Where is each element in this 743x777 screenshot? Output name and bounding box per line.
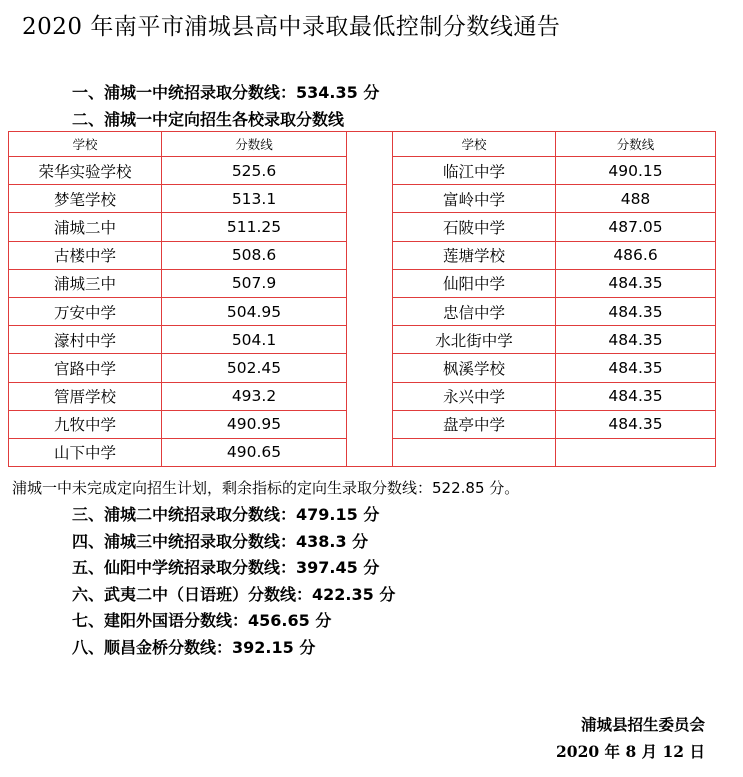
header-school-right: 学校	[393, 132, 556, 157]
table-gap	[347, 269, 393, 297]
school-cell: 盘亭中学	[393, 410, 556, 438]
table-gap	[347, 213, 393, 241]
school-cell: 浦城二中	[9, 213, 162, 241]
item-line: 七、建阳外国语分数线：456.65 分	[72, 611, 332, 630]
score-cell: 507.9	[162, 269, 347, 297]
score-cell: 488	[556, 185, 716, 213]
header-school-left: 学校	[9, 132, 162, 157]
score-cell: 487.05	[556, 213, 716, 241]
school-cell: 水北街中学	[393, 326, 556, 354]
header-score-left: 分数线	[162, 132, 347, 157]
score-cell: 511.25	[162, 213, 347, 241]
table-row	[9, 185, 716, 213]
score-cell: 484.35	[556, 410, 716, 438]
score-cell: 502.45	[162, 354, 347, 382]
school-cell: 永兴中学	[393, 382, 556, 410]
item-line: 三、浦城二中统招录取分数线：479.15 分	[72, 505, 380, 524]
score-cell: 484.35	[556, 354, 716, 382]
header-score-right: 分数线	[556, 132, 716, 157]
score-cell: 484.35	[556, 326, 716, 354]
table-header-row	[9, 132, 716, 157]
score-cell: 486.6	[556, 241, 716, 269]
table-gap	[347, 438, 393, 466]
table-gap	[347, 382, 393, 410]
score-cell: 504.95	[162, 297, 347, 325]
signature-org: 浦城县招生委员会	[580, 715, 705, 734]
section-1-line: 一、浦城一中统招录取分数线：534.35 分	[72, 83, 380, 102]
section-2-heading: 二、浦城一中定向招生各校录取分数线	[72, 110, 345, 129]
table-row	[9, 269, 716, 297]
table-row	[9, 326, 716, 354]
school-cell: 荣华实验学校	[9, 157, 162, 185]
score-table	[8, 131, 716, 467]
table-row	[9, 297, 716, 325]
score-cell: 513.1	[162, 185, 347, 213]
table-gap	[347, 354, 393, 382]
school-cell: 管厝学校	[9, 382, 162, 410]
item-line: 四、浦城三中统招录取分数线：438.3 分	[72, 532, 369, 551]
table-gap	[347, 410, 393, 438]
score-cell: 504.1	[162, 326, 347, 354]
school-cell: 莲塘学校	[393, 241, 556, 269]
item-line: 八、顺昌金桥分数线：392.15 分	[72, 638, 316, 657]
empty-cell	[393, 438, 556, 466]
school-cell: 官路中学	[9, 354, 162, 382]
school-cell: 万安中学	[9, 297, 162, 325]
empty-cell	[556, 438, 716, 466]
table-gap	[347, 132, 393, 157]
school-cell: 石陂中学	[393, 213, 556, 241]
score-cell: 490.15	[556, 157, 716, 185]
school-cell: 忠信中学	[393, 297, 556, 325]
score-cell: 493.2	[162, 382, 347, 410]
table-gap	[347, 297, 393, 325]
table-gap	[347, 241, 393, 269]
score-cell: 508.6	[162, 241, 347, 269]
table-row	[9, 354, 716, 382]
table-row	[9, 241, 716, 269]
school-cell: 临江中学	[393, 157, 556, 185]
school-cell: 仙阳中学	[393, 269, 556, 297]
score-cell: 490.95	[162, 410, 347, 438]
table-row	[9, 382, 716, 410]
table-gap	[347, 157, 393, 185]
score-cell: 490.65	[162, 438, 347, 466]
score-cell: 525.6	[162, 157, 347, 185]
signature-date: 2020 年 8 月 12 日	[556, 742, 705, 761]
score-cell: 484.35	[556, 269, 716, 297]
school-cell: 山下中学	[9, 438, 162, 466]
table-row	[9, 157, 716, 185]
school-cell: 富岭中学	[393, 185, 556, 213]
page-title: 2020 年南平市浦城县高中录取最低控制分数线通告	[22, 14, 561, 40]
table-row	[9, 438, 716, 466]
item-line: 六、武夷二中（日语班）分数线：422.35 分	[72, 585, 396, 604]
table-row	[9, 213, 716, 241]
table-gap	[347, 185, 393, 213]
school-cell: 古楼中学	[9, 241, 162, 269]
school-cell: 枫溪学校	[393, 354, 556, 382]
item-line: 五、仙阳中学统招录取分数线：397.45 分	[72, 558, 380, 577]
school-cell: 梦笔学校	[9, 185, 162, 213]
school-cell: 濠村中学	[9, 326, 162, 354]
table-gap	[347, 326, 393, 354]
score-cell: 484.35	[556, 297, 716, 325]
school-cell: 九牧中学	[9, 410, 162, 438]
score-cell: 484.35	[556, 382, 716, 410]
school-cell: 浦城三中	[9, 269, 162, 297]
table-row	[9, 410, 716, 438]
unfilled-quota-note: 浦城一中未完成定向招生计划，剩余指标的定向生录取分数线：522.85 分。	[12, 479, 520, 497]
